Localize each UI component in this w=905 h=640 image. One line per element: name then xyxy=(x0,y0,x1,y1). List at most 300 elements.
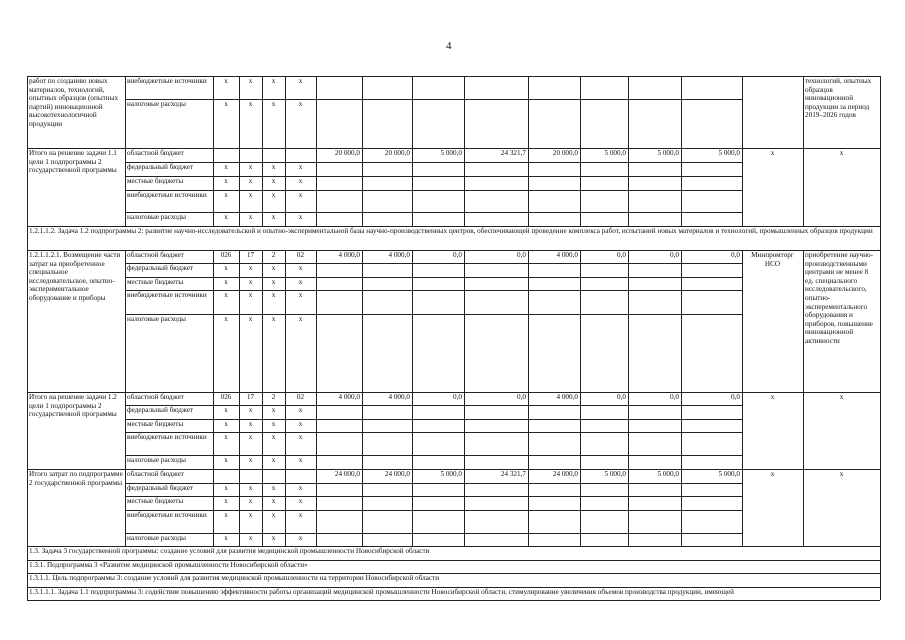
table-grid-line xyxy=(803,469,804,546)
budget-code-cell: х xyxy=(271,177,276,185)
budget-code-cell: 2 xyxy=(271,393,276,401)
table-grid-line xyxy=(528,212,529,226)
table-grid-line xyxy=(528,496,529,510)
table-grid-line xyxy=(580,314,581,392)
amount-cell xyxy=(464,496,528,510)
table-grid-line xyxy=(285,496,286,510)
budget-code-cell: х xyxy=(271,456,276,464)
amount-cell: 20 000,0 xyxy=(334,149,360,157)
table-grid-line xyxy=(125,250,126,263)
amount-cell: 0,0 xyxy=(517,393,526,401)
table-grid-line xyxy=(362,496,363,510)
amount-cell xyxy=(412,212,464,226)
table-grid-line xyxy=(742,176,743,190)
table-grid-line xyxy=(628,419,629,432)
table-grid-line xyxy=(528,533,529,546)
table-grid-line xyxy=(316,314,317,392)
funding-source-cell: областной бюджет xyxy=(127,470,184,478)
table-grid-line xyxy=(213,405,214,419)
budget-code-cell: х xyxy=(224,100,228,108)
amount-cell xyxy=(528,314,580,392)
budget-code-cell: х xyxy=(224,534,228,542)
amount-cell xyxy=(464,432,528,455)
table-grid-line xyxy=(239,533,240,546)
amount-cell: 4 000,0 xyxy=(388,251,410,259)
table-grid-line xyxy=(262,162,263,176)
table-grid-line xyxy=(213,148,214,162)
table-grid-line xyxy=(628,314,629,392)
table-grid-line xyxy=(27,250,880,251)
amount-cell xyxy=(628,99,681,148)
budget-code-cell: х xyxy=(248,406,253,414)
funding-source-cell: внебюджетные источники xyxy=(127,511,207,519)
amount-cell xyxy=(528,405,580,419)
table-grid-line xyxy=(528,419,529,432)
funding-source-cell: местные бюджеты xyxy=(127,278,184,286)
table-grid-line xyxy=(362,419,363,432)
section-heading-row: 1.2.1.1.2. Задача 1.2 подпрограммы 2: развитие научно-исследовательской и опытно-экспериментальной базы научно-производственных центров, обеспечивающей проведение комплекса работ, испытаний новых материалов и технологий, промышленных образцов продукции xyxy=(29,227,873,235)
amount-cell xyxy=(528,432,580,455)
budget-code-cell: х xyxy=(298,511,303,519)
amount-cell xyxy=(362,190,412,212)
table-grid-line xyxy=(362,162,363,176)
budget-code-cell: х xyxy=(248,420,253,428)
table-grid-line xyxy=(412,250,413,263)
table-grid-line xyxy=(880,76,881,148)
budget-code-cell: х xyxy=(298,433,303,441)
budget-code-cell: х xyxy=(271,77,276,85)
section-heading-row: 1.3. Задача 3 государственной программы: создание условий для развития медицинской промышленности Новосибирской области xyxy=(29,547,430,555)
table-grid-line xyxy=(285,455,286,469)
budget-code-cell: х xyxy=(224,406,228,414)
amount-cell xyxy=(316,99,362,148)
table-grid-line xyxy=(742,148,743,162)
amount-cell xyxy=(464,314,528,392)
amount-cell xyxy=(464,99,528,148)
table-grid-line xyxy=(628,483,629,496)
amount-cell xyxy=(681,176,742,190)
table-grid-line xyxy=(880,250,881,392)
table-grid-line xyxy=(681,314,682,392)
budget-code-cell: х xyxy=(248,497,253,505)
table-grid-line xyxy=(681,510,682,533)
table-grid-line xyxy=(412,148,413,162)
table-grid-line xyxy=(213,162,214,176)
amount-cell xyxy=(528,510,580,533)
funding-source-cell: местные бюджеты xyxy=(127,420,184,428)
table-grid-line xyxy=(580,76,581,99)
budget-code-cell: х xyxy=(298,484,303,492)
table-grid-line xyxy=(464,190,465,212)
table-grid-line xyxy=(362,432,363,455)
table-grid-line xyxy=(528,405,529,419)
amount-cell xyxy=(580,405,628,419)
amount-cell xyxy=(528,455,580,469)
table-grid-line xyxy=(125,455,126,469)
amount-cell: 5 000,0 xyxy=(718,149,740,157)
amount-cell xyxy=(362,533,412,546)
table-grid-line xyxy=(681,162,682,176)
table-grid-line xyxy=(412,392,413,405)
amount-cell: 24 000,0 xyxy=(552,470,578,478)
amount-cell xyxy=(412,405,464,419)
amount-cell xyxy=(580,99,628,148)
table-grid-line xyxy=(27,546,880,547)
table-grid-line xyxy=(412,76,413,99)
table-grid-line xyxy=(880,392,881,469)
amount-cell xyxy=(412,290,464,314)
table-grid-line xyxy=(262,263,263,277)
funding-source-cell: местные бюджеты xyxy=(127,497,184,505)
budget-code-cell: х xyxy=(224,497,228,505)
table-grid-line xyxy=(681,533,682,546)
funding-source-cell: налоговые расходы xyxy=(127,100,186,108)
table-grid-line xyxy=(27,469,880,470)
table-grid-line xyxy=(27,469,28,546)
table-grid-line xyxy=(316,162,317,176)
table-grid-line xyxy=(213,510,214,533)
table-grid-line xyxy=(528,314,529,392)
table-grid-line xyxy=(239,405,240,419)
table-grid-line xyxy=(362,76,363,99)
table-grid-line xyxy=(27,250,28,392)
amount-cell xyxy=(528,483,580,496)
table-grid-line xyxy=(125,432,742,433)
table-grid-line xyxy=(125,277,126,290)
row-label: Итого затрат по подпрограмме 2 государственной программы xyxy=(29,470,123,487)
budget-code-cell: х xyxy=(224,163,228,171)
amount-cell xyxy=(681,99,742,148)
row-label: Итого на решение задачи 1.2 цели 1 подпрограммы 2 государственной программы xyxy=(29,393,117,419)
table-grid-line xyxy=(464,432,465,455)
amount-cell xyxy=(412,176,464,190)
budget-code-cell: х xyxy=(224,191,228,199)
table-grid-line xyxy=(580,392,581,405)
amount-cell xyxy=(681,419,742,432)
table-grid-line xyxy=(880,226,881,250)
table-grid-line xyxy=(628,212,629,226)
table-grid-line xyxy=(213,419,214,432)
table-grid-line xyxy=(681,496,682,510)
amount-cell xyxy=(362,162,412,176)
table-grid-line xyxy=(681,419,682,432)
funding-source-cell: федеральный бюджет xyxy=(127,406,194,414)
amount-cell xyxy=(628,496,681,510)
budget-code-cell: х xyxy=(248,484,253,492)
table-grid-line xyxy=(125,162,742,163)
executor-cell xyxy=(742,76,803,148)
funding-source-cell: внебюджетные источники xyxy=(127,77,207,85)
table-grid-line xyxy=(628,176,629,190)
table-grid-line xyxy=(316,277,317,290)
table-grid-line xyxy=(412,190,413,212)
amount-cell xyxy=(628,190,681,212)
table-grid-line xyxy=(742,314,743,392)
amount-cell xyxy=(362,99,412,148)
table-grid-line xyxy=(125,99,126,148)
row-label: работ по созданию новых материалов, технологий, опытных образцов (опытных партий) инновационной высокотехнологичной продукции xyxy=(29,77,119,128)
table-grid-line xyxy=(125,176,126,190)
table-grid-line xyxy=(681,432,682,455)
table-grid-line xyxy=(464,263,465,277)
table-grid-line xyxy=(125,405,126,419)
budget-code-cell: х xyxy=(248,534,253,542)
result-cell: приобретение научно-производственными центрами не менее 8 ед. специального исследовательского, опытно-эксперементального оборудования и приборов, повышение инновационной активности xyxy=(805,251,874,345)
table-grid-line xyxy=(125,76,126,99)
table-grid-line xyxy=(412,314,413,392)
table-grid-line xyxy=(580,483,581,496)
table-grid-line xyxy=(262,250,263,263)
table-grid-line xyxy=(412,419,413,432)
table-grid-line xyxy=(262,483,263,496)
table-grid-line xyxy=(803,76,804,148)
amount-cell xyxy=(464,510,528,533)
table-grid-line xyxy=(125,405,742,406)
table-grid-line xyxy=(285,469,286,483)
table-grid-line xyxy=(316,469,317,483)
amount-cell xyxy=(362,76,412,99)
budget-code-cell: х xyxy=(224,511,228,519)
amount-cell xyxy=(316,496,362,510)
budget-code-cell: х xyxy=(298,406,303,414)
table-grid-line xyxy=(628,496,629,510)
budget-code-cell: 02 xyxy=(296,251,305,259)
table-grid-line xyxy=(316,392,317,405)
table-grid-line xyxy=(125,496,126,510)
table-grid-line xyxy=(742,263,743,277)
table-grid-line xyxy=(803,250,804,392)
table-grid-line xyxy=(464,483,465,496)
table-grid-line xyxy=(880,560,881,573)
table-grid-line xyxy=(239,392,240,405)
table-grid-line xyxy=(285,190,286,212)
table-grid-line xyxy=(213,190,214,212)
executor-cell: Минпромторг НСО xyxy=(751,251,794,268)
table-grid-line xyxy=(27,587,880,588)
amount-cell xyxy=(362,455,412,469)
amount-cell xyxy=(528,419,580,432)
table-grid-line xyxy=(464,405,465,419)
table-grid-line xyxy=(628,455,629,469)
amount-cell xyxy=(464,419,528,432)
table-grid-line xyxy=(27,560,880,561)
amount-cell xyxy=(681,162,742,176)
table-grid-line xyxy=(580,277,581,290)
table-grid-line xyxy=(528,392,529,405)
budget-code-cell: х xyxy=(248,77,253,85)
table-grid-line xyxy=(412,483,413,496)
budget-code-cell: х xyxy=(224,177,228,185)
amount-cell xyxy=(628,483,681,496)
table-grid-line xyxy=(362,99,363,148)
table-grid-line xyxy=(412,162,413,176)
table-grid-line xyxy=(125,455,742,456)
table-grid-line xyxy=(239,314,240,392)
amount-cell xyxy=(681,432,742,455)
table-grid-line xyxy=(285,392,286,405)
budget-code-cell: х xyxy=(224,213,228,221)
funding-source-cell: областной бюджет xyxy=(127,393,184,401)
table-grid-line xyxy=(125,469,126,483)
table-grid-line xyxy=(681,263,682,277)
amount-cell xyxy=(528,212,580,226)
table-grid-line xyxy=(362,483,363,496)
table-grid-line xyxy=(125,290,126,314)
amount-cell xyxy=(681,277,742,290)
amount-cell xyxy=(464,483,528,496)
table-grid-line xyxy=(285,76,286,99)
table-grid-line xyxy=(742,455,743,469)
funding-source-cell: налоговые расходы xyxy=(127,456,186,464)
amount-cell: 0,0 xyxy=(731,393,740,401)
table-grid-line xyxy=(742,432,743,455)
table-grid-line xyxy=(125,212,742,213)
result-cell: х xyxy=(839,149,844,157)
table-grid-line xyxy=(681,190,682,212)
budget-code-cell: х xyxy=(271,497,276,505)
table-grid-line xyxy=(239,99,240,148)
table-grid-line xyxy=(580,496,581,510)
table-grid-line xyxy=(316,263,317,277)
amount-cell xyxy=(412,496,464,510)
table-grid-line xyxy=(213,176,214,190)
table-grid-line xyxy=(262,419,263,432)
table-grid-line xyxy=(27,76,880,77)
table-grid-line xyxy=(580,533,581,546)
table-grid-line xyxy=(681,392,682,405)
table-grid-line xyxy=(316,483,317,496)
table-grid-line xyxy=(464,290,465,314)
table-grid-line xyxy=(285,314,286,392)
budget-code-cell: х xyxy=(271,191,276,199)
table-grid-line xyxy=(316,533,317,546)
table-grid-line xyxy=(412,496,413,510)
section-heading-row: 1.3.1. Подпрограмма 3 «Развитие медицинской промышленности Новосибирской области» xyxy=(29,561,308,569)
table-grid-line xyxy=(362,190,363,212)
table-grid-line xyxy=(125,419,742,420)
table-grid-line xyxy=(412,176,413,190)
table-grid-line xyxy=(412,263,413,277)
amount-cell xyxy=(580,162,628,176)
table-grid-line xyxy=(528,277,529,290)
table-grid-line xyxy=(262,533,263,546)
amount-cell xyxy=(412,455,464,469)
amount-cell xyxy=(464,190,528,212)
budget-code-cell: х xyxy=(224,77,228,85)
amount-cell xyxy=(464,76,528,99)
amount-cell: 0,0 xyxy=(617,251,626,259)
table-grid-line xyxy=(239,263,240,277)
table-grid-line xyxy=(285,250,286,263)
amount-cell: 0,0 xyxy=(670,251,679,259)
amount-cell xyxy=(528,176,580,190)
amount-cell xyxy=(412,419,464,432)
budget-code-cell: 026 xyxy=(220,251,232,259)
table-grid-line xyxy=(362,510,363,533)
table-grid-line xyxy=(213,469,214,483)
budget-code-cell: х xyxy=(271,100,276,108)
table-grid-line xyxy=(125,533,126,546)
table-grid-line xyxy=(285,510,286,533)
table-grid-line xyxy=(880,573,881,587)
amount-cell xyxy=(528,533,580,546)
table-grid-line xyxy=(125,148,126,162)
amount-cell xyxy=(528,76,580,99)
table-grid-line xyxy=(464,176,465,190)
table-grid-line xyxy=(528,510,529,533)
amount-cell xyxy=(528,263,580,277)
table-grid-line xyxy=(239,76,240,99)
table-grid-line xyxy=(213,432,214,455)
table-grid-line xyxy=(742,162,743,176)
amount-cell: 5 000,0 xyxy=(657,470,679,478)
budget-code-cell: х xyxy=(271,484,276,492)
table-grid-line xyxy=(213,496,214,510)
budget-code-cell: х xyxy=(298,278,303,286)
budget-code-cell: х xyxy=(298,315,303,323)
amount-cell xyxy=(464,162,528,176)
budget-code-cell xyxy=(239,469,262,483)
budget-code-cell xyxy=(285,148,316,162)
budget-code-cell: х xyxy=(298,534,303,542)
amount-cell xyxy=(464,533,528,546)
amount-cell: 24 321,7 xyxy=(500,470,526,478)
table-grid-line xyxy=(628,533,629,546)
amount-cell xyxy=(362,405,412,419)
table-grid-line xyxy=(528,148,529,162)
table-grid-line xyxy=(628,510,629,533)
table-grid-line xyxy=(125,162,126,176)
table-grid-line xyxy=(285,483,286,496)
amount-cell xyxy=(316,455,362,469)
budget-code-cell: х xyxy=(298,177,303,185)
funding-source-cell: налоговые расходы xyxy=(127,213,186,221)
table-grid-line xyxy=(580,419,581,432)
table-grid-line xyxy=(239,250,240,263)
table-grid-line xyxy=(628,148,629,162)
amount-cell xyxy=(580,176,628,190)
amount-cell xyxy=(528,162,580,176)
amount-cell xyxy=(464,277,528,290)
table-grid-line xyxy=(316,405,317,419)
table-grid-line xyxy=(262,176,263,190)
funding-source-cell: федеральный бюджет xyxy=(127,264,194,272)
table-grid-line xyxy=(412,277,413,290)
amount-cell xyxy=(628,76,681,99)
table-grid-line xyxy=(628,469,629,483)
row-label: 1.2.1.1.2.1. Возмещение части затрат на приобретенное специальное исследовательское, опытно-экспериментальное оборудование и приборы xyxy=(29,251,121,302)
budget-code-cell: х xyxy=(298,77,303,85)
table-grid-line xyxy=(125,483,742,484)
section-heading-row: 1.3.1.1. Цель подпрограммы 3: создание условий для развития медицинской промышленности на территории Новосибирской области xyxy=(29,574,440,582)
table-grid-line xyxy=(125,496,742,497)
table-grid-line xyxy=(27,392,28,469)
table-grid-line xyxy=(412,290,413,314)
table-grid-line xyxy=(681,148,682,162)
table-grid-line xyxy=(803,148,804,226)
amount-cell xyxy=(628,455,681,469)
amount-cell xyxy=(316,76,362,99)
amount-cell: 4 000,0 xyxy=(388,393,410,401)
amount-cell xyxy=(464,455,528,469)
table-grid-line xyxy=(362,533,363,546)
table-grid-line xyxy=(316,419,317,432)
table-grid-line xyxy=(239,148,240,162)
table-grid-line xyxy=(262,469,263,483)
table-grid-line xyxy=(27,76,28,148)
table-grid-line xyxy=(316,496,317,510)
table-grid-line xyxy=(742,510,743,533)
